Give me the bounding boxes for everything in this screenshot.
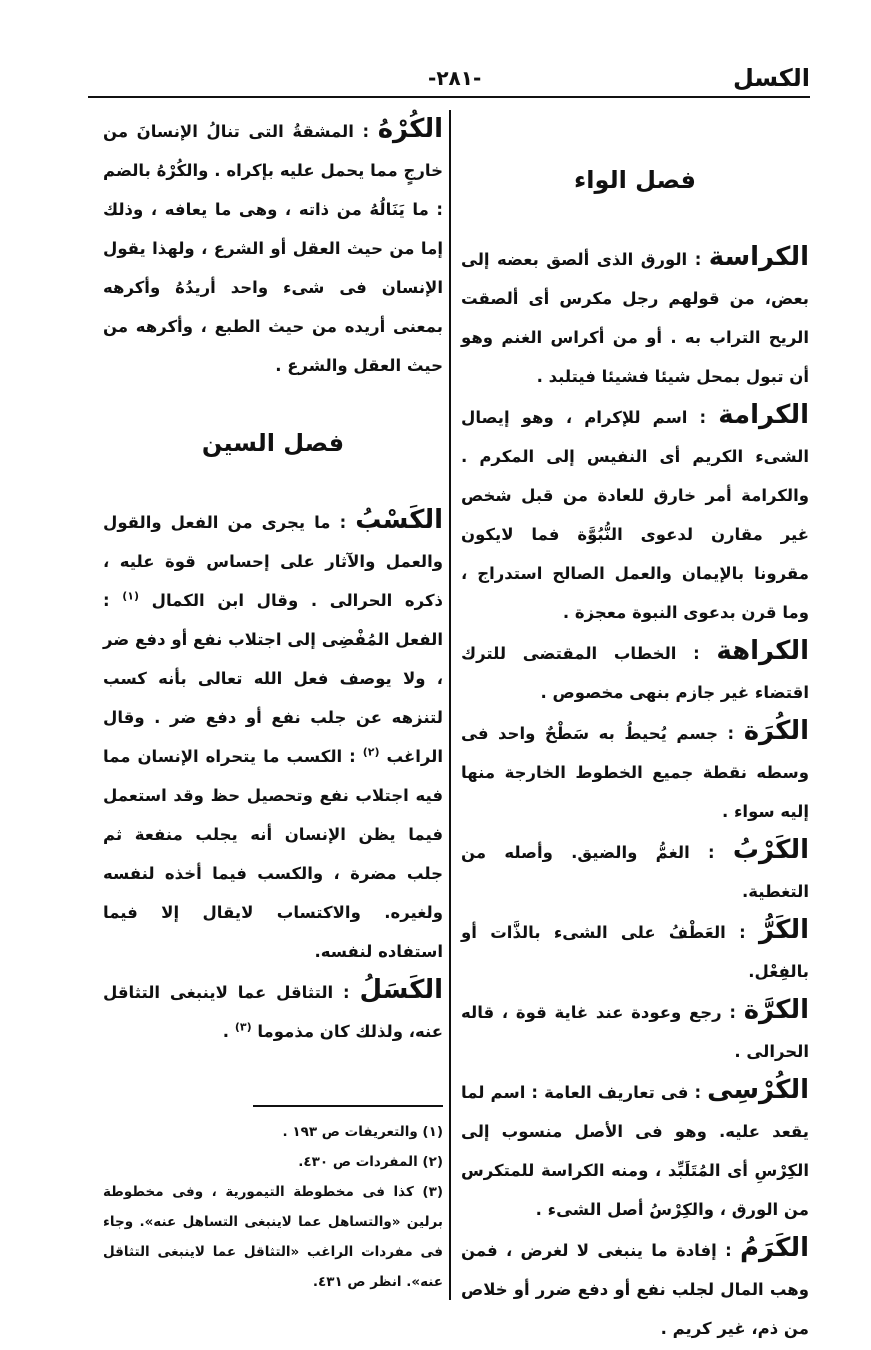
footnote-2: (٢) المفردات ص ٤٣٠. <box>298 1154 443 1170</box>
entry-karra <box>461 991 809 1071</box>
colon-separator: : <box>687 250 702 269</box>
definition: اسم للإكرام ، وهو إيصال الشىء الكريم أى النفيس إلى المكرم . والكرامة أمر خارق للعادة من قبل شخص غير مقارن لدعوى النُّبُوَّة فما لايكون مقرونا بالإيمان والعمل الصالح استدراج ، وما قرن بدعوى النبوة معجزة . <box>461 408 809 622</box>
headword: الكَرَمُ <box>739 1233 810 1263</box>
entry-karam <box>461 1229 809 1348</box>
definition: ما يجرى من الفعل والقول والعمل والآثار على إحساس قوة عليه ، ذكره الحرالى . وقال ابن الكمال <box>103 513 444 610</box>
headword: الكَسَلُ <box>359 975 443 1005</box>
column-divider <box>449 110 451 1300</box>
entry-kasb <box>103 501 443 971</box>
entry-kura <box>461 712 809 831</box>
footnote-1: (١) والتعريفات ص ١٩٣ . <box>282 1124 443 1140</box>
definition: إفادة ما ينبغى لا لغرض ، فمن وهب المال لجلب نفع أو دفع ضرر أو خلاص من ذم، غير كريم . <box>461 1241 809 1338</box>
colon-separator: : <box>689 843 715 862</box>
headword: الكَرُّ <box>759 915 810 945</box>
left-column <box>103 110 443 1297</box>
definition: : الكسب ما يتحراه الإنسان مما فيه اجتلاب نفع وتحصيل حظ وقد استعمل فيما يظن الإنسان أنه يجلب منفعة ثم جلب مضرة ، والكسب فيما أخذه لنفسه ولغيره. والاكتساب لايقال إلا فيما استفاده لنفسه. <box>103 747 443 961</box>
definition: الخطاب المقتضى للترك اقتضاء غير جازم بنهى مخصوص . <box>461 644 809 702</box>
headword: الكَرْبُ <box>732 835 810 865</box>
definition: فى تعاريف العامة : اسم لما يقعد عليه. وهو فى الأصل منسوب إلى الكِرْسِ أى المُتَلَبِّد ، ومنه الكراسة للمتكرس من الورق ، والكِرْسُ أصل الشىء . <box>461 1083 809 1219</box>
right-column <box>461 110 809 1348</box>
section-heading-waw: فصل الواء <box>574 166 696 194</box>
entry-karrasa <box>461 238 809 396</box>
definition: جسم يُحيطُ به سَطْحٌ واحد فى وسطه نقطة جميع الخطوط الخارجة منها إليه سواء . <box>461 724 809 821</box>
header-rule <box>88 96 810 98</box>
entry-kursi <box>461 1071 809 1229</box>
definition: : الفعل المُفْضِى إلى اجتلاب نفع أو دفع ضر ، ولا يوصف فعل الله تعالى بأنه كسب لتنزهه عن جلب نفع أو دفع ضر . وقال الراغب <box>103 591 444 766</box>
headword: الكُرْسِى <box>707 1075 809 1105</box>
running-head: الكسل <box>732 64 810 92</box>
entry-karb <box>461 831 809 911</box>
definition: الغمُّ والضيق. وأصله من التغطية. <box>461 843 809 901</box>
definition: رجع وعودة عند غاية قوة ، قاله الحرالى . <box>461 1003 809 1061</box>
colon-separator: : <box>353 122 370 141</box>
entry-karama <box>461 396 809 632</box>
definition: العَطْفُ على الشىء بالذَّات أو بالفِعْل. <box>461 923 809 981</box>
entry-karaha <box>461 632 809 712</box>
page-header <box>88 60 810 96</box>
definition: التثاقل عما لاينبغى التثاقل عنه، ولذلك كان مذموما <box>103 983 443 1041</box>
footnote-rule <box>253 1105 443 1107</box>
colon-separator: : <box>721 1003 736 1022</box>
colon-separator: : <box>687 408 707 427</box>
footnote-3: (٣) كذا فى مخطوطة التيمورية ، وفى مخطوطة برلين «والتساهل عما لاينبغى التساهل عنه». وجاء فى مفردات الراغب «التثاقل عما لاينبغى التثاقل عنه». انظر ص ٤٣١. <box>103 1184 443 1290</box>
colon-separator: : <box>333 983 350 1002</box>
footnote-ref: (٣) <box>234 1020 252 1034</box>
colon-separator: : <box>330 513 347 532</box>
entry-karr <box>461 911 809 991</box>
colon-separator: : <box>716 1241 732 1260</box>
colon-separator: : <box>688 1083 702 1102</box>
headword: الكراسة <box>708 242 810 272</box>
headword: الكرَّة <box>743 995 810 1025</box>
headword: الكراهة <box>716 636 810 666</box>
definition: المشقةُ التى تنالُ الإنسانَ من خارجٍ مما يحمل عليه بإكراه . والكُرْهُ بالضم : ما يَنَالُهُ من ذاته ، وهى ما يعافه ، وذلك إما من حيث العقل أو الشرع ، ولهذا يقول الإنسان فى شىء واحد أريدُهُ وأكرهه بمعنى أريده من حيث الطبع ، وأكرهه من حيث العقل والشرع . <box>103 122 443 375</box>
definition: الورق الذى ألصق بعضه إلى بعض، من قولهم رجل مكرس أى ألصقت الريح التراب به . أو من أكراس الغنم وهو أن تبول بمحل شيئا فشيئا فيتلبد . <box>461 250 809 386</box>
footnote-ref: (٢) <box>362 745 380 759</box>
page-number: -٢٨١- <box>428 66 482 90</box>
footnote-ref: (١) <box>122 589 140 603</box>
colon-separator: : <box>725 923 746 942</box>
headword: الكُرْهُ <box>377 114 444 144</box>
colon-separator: : <box>718 724 735 743</box>
definition-tail: . <box>222 1022 230 1041</box>
headword: الكَسْبُ <box>355 505 443 535</box>
entry-kasal <box>103 971 443 1051</box>
headword: الكرامة <box>718 400 810 430</box>
section-heading-sin: فصل السين <box>201 429 345 457</box>
headword: الكُرَة <box>743 716 810 746</box>
entry-kurh <box>103 110 443 385</box>
colon-separator: : <box>676 644 700 663</box>
